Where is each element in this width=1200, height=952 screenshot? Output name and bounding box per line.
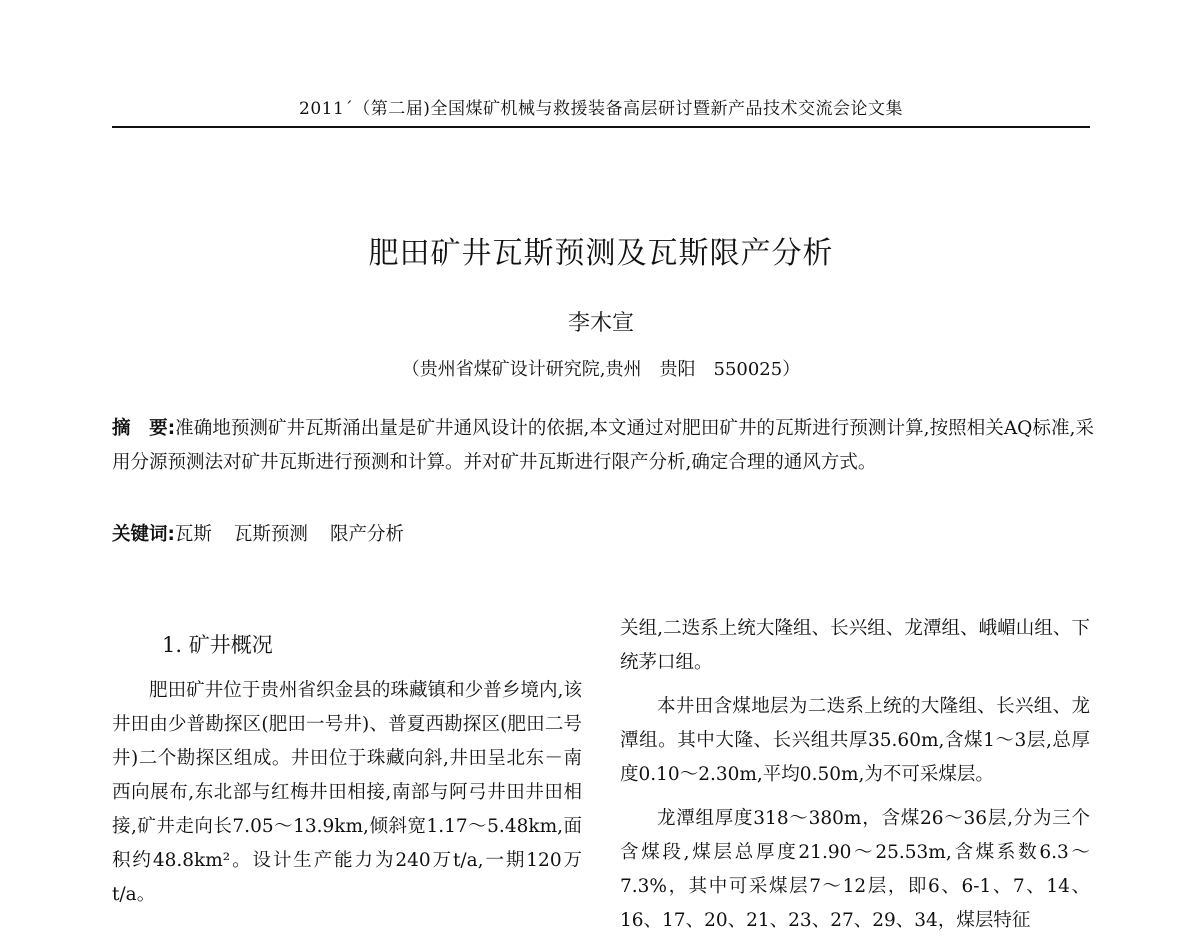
left-column <box>112 612 582 922</box>
body-paragraph: 本井田含煤地层为二迭系上统的大隆组、长兴组、龙潭组。其中大隆、长兴组共厚35.60m,含煤1～3层,总厚度0.10～2.30m,平均0.50m,为不可采煤层。 <box>620 696 1090 785</box>
author-affiliation: （贵州省煤矿设计研究院,贵州 贵阳 550025） <box>401 359 801 380</box>
section-heading: 1. 矿井概况 <box>162 633 273 657</box>
keyword-item: 限产分析 <box>329 524 404 545</box>
running-header: 2011´（第二届)全国煤矿机械与救援装备高层研讨暨新产品技术交流会论文集 <box>299 99 903 119</box>
body-paragraph: 关组,二迭系上统大隆组、长兴组、龙潭组、峨嵋山组、下统茅口组。 <box>620 618 1090 673</box>
paper-title: 肥田矿井瓦斯预测及瓦斯限产分析 <box>368 236 834 271</box>
author-name: 李木宣 <box>567 311 634 336</box>
abstract <box>112 412 1094 480</box>
header-rule <box>112 126 1090 128</box>
right-column <box>620 612 1090 948</box>
keyword-item: 瓦斯 <box>174 524 212 545</box>
keyword-item: 瓦斯预测 <box>233 524 308 545</box>
keywords-label: 关键词: <box>112 524 175 545</box>
abstract-text: 准确地预测矿井瓦斯涌出量是矿井通风设计的依据,本文通过对肥田矿井的瓦斯进行预测计算,按照相关AQ标准,采用分源预测法对矿井瓦斯进行预测和计算。并对矿井瓦斯进行限产分析,确定合理的通风方式。 <box>112 418 1094 473</box>
body-paragraph: 肥田矿井位于贵州省织金县的珠藏镇和少普乡境内,该井田由少普勘探区(肥田一号井)、普夏西勘探区(肥田二号井)二个勘探区组成。井田位于珠藏向斜,井田呈北东－南西向展布,东北部与红梅井田相接,南部与阿弓井田井田相接,矿井走向长7.05～13.9km,倾斜宽1.17～5.48km,面积约48.8km²。设计生产能力为240万t/a,一期120万t/a。 <box>112 680 582 905</box>
abstract-label: 摘 要: <box>112 418 176 439</box>
body-paragraph: 龙潭组厚度318～380m，含煤26～36层,分为三个含煤段,煤层总厚度21.90～25.53m,含煤系数6.3～7.3%，其中可采煤层7～12层，即6、6-1、7、14、16、17、20、21、23、27、29、34，煤层特征 <box>620 808 1090 931</box>
keywords <box>112 518 1094 552</box>
